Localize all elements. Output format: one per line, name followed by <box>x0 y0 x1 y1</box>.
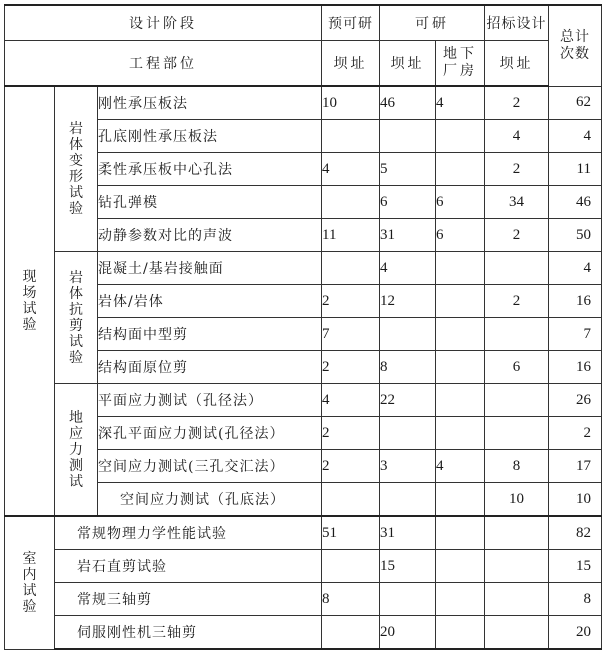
feas-dam-value: 6 <box>380 186 436 219</box>
bid-dam-value: 2 <box>485 219 549 252</box>
item-label: 平面应力测试（孔径法） <box>98 384 322 417</box>
feas-underground-value <box>436 417 485 450</box>
total-value: 26 <box>549 384 602 417</box>
total-value: 8 <box>549 583 602 616</box>
feas-underground-value: 6 <box>436 219 485 252</box>
bid-dam-value <box>485 417 549 450</box>
pre-dam-value: 8 <box>322 583 380 616</box>
feas-dam-value: 15 <box>380 550 436 583</box>
bid-dam-value: 2 <box>485 153 549 186</box>
feas-underground-value <box>436 384 485 417</box>
feas-dam-value: 31 <box>380 219 436 252</box>
feas-dam-value <box>380 417 436 450</box>
feas-dam-value <box>380 318 436 351</box>
item-label: 空间应力测试(三孔交汇法） <box>98 450 322 483</box>
underground-powerhouse-header: 地下 厂房 <box>436 41 485 87</box>
dam-site-header-bid: 坝址 <box>485 41 549 87</box>
total-value: 15 <box>549 550 602 583</box>
item-label: 岩体/岩体 <box>98 285 322 318</box>
total-value: 62 <box>549 86 602 120</box>
pre-dam-value: 10 <box>322 86 380 120</box>
table-row <box>5 616 602 650</box>
item-label: 伺服刚性机三轴剪 <box>55 616 322 650</box>
pre-dam-value <box>322 550 380 583</box>
pre-dam-value <box>322 120 380 153</box>
pre-dam-value: 51 <box>322 516 380 550</box>
total-count-header: 总计 次数 <box>549 5 602 86</box>
item-label: 岩石直剪试验 <box>55 550 322 583</box>
feas-dam-value: 5 <box>380 153 436 186</box>
feas-underground-value <box>436 483 485 517</box>
pre-dam-value: 4 <box>322 153 380 186</box>
group-indoor-test: 室内试验 <box>5 516 55 649</box>
feas-dam-value: 20 <box>380 616 436 650</box>
feas-underground-value <box>436 252 485 285</box>
group-rock-deformation: 岩体变形试验 <box>55 86 98 252</box>
pre-dam-value: 2 <box>322 351 380 384</box>
bid-dam-value <box>485 516 549 550</box>
bid-dam-value: 8 <box>485 450 549 483</box>
table-row <box>5 550 602 583</box>
item-label: 孔底刚性承压板法 <box>98 120 322 153</box>
feas-underground-value <box>436 351 485 384</box>
bid-dam-value: 2 <box>485 285 549 318</box>
total-value: 11 <box>549 153 602 186</box>
feas-dam-value: 12 <box>380 285 436 318</box>
pre-dam-value: 2 <box>322 417 380 450</box>
feas-dam-value: 46 <box>380 86 436 120</box>
item-label: 混凝土/基岩接触面 <box>98 252 322 285</box>
project-part-header: 工程部位 <box>5 41 322 87</box>
total-value: 46 <box>549 186 602 219</box>
bid-dam-value <box>485 252 549 285</box>
feas-underground-value: 4 <box>436 86 485 120</box>
total-value: 2 <box>549 417 602 450</box>
item-label: 常规物理力学性能试验 <box>55 516 322 550</box>
bid-dam-value <box>485 583 549 616</box>
bid-dam-value <box>485 384 549 417</box>
bid-dam-value: 10 <box>485 483 549 517</box>
pre-dam-value: 2 <box>322 450 380 483</box>
item-label: 结构面原位剪 <box>98 351 322 384</box>
bid-dam-value: 4 <box>485 120 549 153</box>
feas-dam-value: 8 <box>380 351 436 384</box>
feas-underground-value <box>436 120 485 153</box>
feas-underground-value: 6 <box>436 186 485 219</box>
group-rock-shear: 岩体抗剪试验 <box>55 252 98 384</box>
feas-dam-value: 22 <box>380 384 436 417</box>
pre-dam-value <box>322 616 380 650</box>
bid-dam-value <box>485 318 549 351</box>
feas-dam-value: 3 <box>380 450 436 483</box>
design-stage-header: 设计阶段 <box>5 5 322 41</box>
bid-dam-value: 2 <box>485 86 549 120</box>
table-row <box>5 86 602 120</box>
feas-underground-value <box>436 318 485 351</box>
pre-dam-value <box>322 252 380 285</box>
total-value: 16 <box>549 351 602 384</box>
feas-dam-value: 4 <box>380 252 436 285</box>
total-value: 20 <box>549 616 602 650</box>
item-label: 刚性承压板法 <box>98 86 322 120</box>
pre-feasibility-header: 预可研 <box>322 5 380 41</box>
bid-dam-value: 34 <box>485 186 549 219</box>
pre-dam-value <box>322 483 380 517</box>
dam-site-header-feas: 坝址 <box>380 41 436 87</box>
pre-dam-value: 2 <box>322 285 380 318</box>
table-row <box>5 252 602 285</box>
pre-dam-value: 4 <box>322 384 380 417</box>
feas-underground-value <box>436 550 485 583</box>
total-value: 10 <box>549 483 602 517</box>
bid-dam-value <box>485 616 549 650</box>
total-value: 4 <box>549 120 602 153</box>
feas-underground-value <box>436 616 485 650</box>
item-label: 钻孔弹模 <box>98 186 322 219</box>
feasibility-header: 可研 <box>380 5 485 41</box>
item-label: 动静参数对比的声波 <box>98 219 322 252</box>
feas-underground-value: 4 <box>436 450 485 483</box>
pre-dam-value <box>322 186 380 219</box>
dam-site-header-pre: 坝址 <box>322 41 380 87</box>
total-value: 16 <box>549 285 602 318</box>
bid-dam-value: 6 <box>485 351 549 384</box>
table-row <box>5 583 602 616</box>
pre-dam-value: 11 <box>322 219 380 252</box>
feas-underground-value <box>436 516 485 550</box>
total-value: 4 <box>549 252 602 285</box>
table-row <box>5 516 602 550</box>
feas-dam-value <box>380 583 436 616</box>
item-label: 深孔平面应力测试(孔径法） <box>98 417 322 450</box>
item-label: 结构面中型剪 <box>98 318 322 351</box>
bidding-design-header: 招标设计 <box>485 5 549 41</box>
test-count-table <box>4 4 602 650</box>
feas-dam-value <box>380 120 436 153</box>
item-label: 常规三轴剪 <box>55 583 322 616</box>
total-value: 82 <box>549 516 602 550</box>
header-row-1 <box>5 5 602 41</box>
item-label: 空间应力测试（孔底法） <box>98 483 322 517</box>
group-field-test: 现场试验 <box>5 86 55 516</box>
feas-dam-value <box>380 483 436 517</box>
total-value: 17 <box>549 450 602 483</box>
group-in-situ-stress: 地应力测试 <box>55 384 98 517</box>
pre-dam-value: 7 <box>322 318 380 351</box>
header-row-2 <box>5 41 602 87</box>
bid-dam-value <box>485 550 549 583</box>
feas-underground-value <box>436 583 485 616</box>
total-value: 7 <box>549 318 602 351</box>
table-row <box>5 384 602 417</box>
total-value: 50 <box>549 219 602 252</box>
item-label: 柔性承压板中心孔法 <box>98 153 322 186</box>
feas-underground-value <box>436 153 485 186</box>
feas-dam-value: 31 <box>380 516 436 550</box>
feas-underground-value <box>436 285 485 318</box>
